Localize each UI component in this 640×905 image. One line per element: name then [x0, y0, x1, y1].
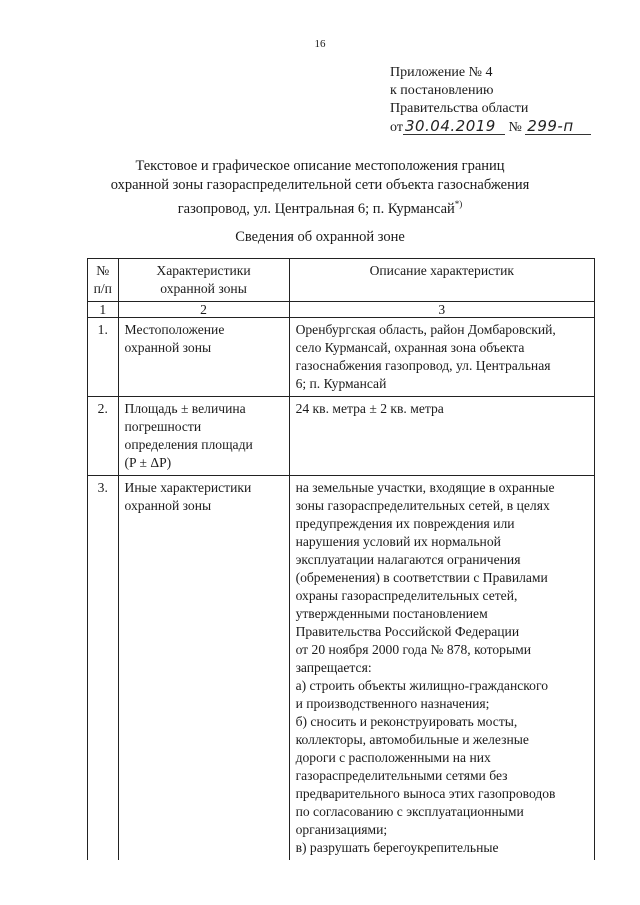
row-description: [289, 318, 594, 397]
header-number-line: №: [96, 263, 110, 278]
text-line: на земельные участки, входящие в охранные: [295, 480, 555, 495]
text-line: 24 кв. метра ± 2 кв. метра: [295, 401, 444, 416]
page-number: 16: [314, 38, 326, 50]
document-title-line-3: [0, 195, 640, 219]
text-line: погрешности: [124, 419, 202, 434]
text-line: Оренбургская область, район Домбаровский,: [295, 322, 556, 337]
number-sign: №: [508, 120, 522, 135]
appendix-date-line: [390, 118, 591, 137]
text-line: предупреждения их повреждения или: [295, 516, 515, 531]
text-line: 6; п. Курмансай: [295, 376, 387, 391]
text-line: эксплуатации налагаются ограничения: [295, 552, 521, 567]
text-line: от 20 ноября 2000 года № 878, которыми: [295, 642, 531, 657]
row-number: 2.: [88, 397, 119, 476]
text-line: село Курмансай, охранная зона объекта: [295, 340, 525, 355]
appendix-resolution-line: к постановлению: [390, 83, 494, 98]
text-line: охранной зоны: [124, 340, 212, 355]
header-description: Описание характеристик: [289, 259, 594, 302]
table-row: [88, 318, 595, 397]
appendix-government-line: Правительства области: [390, 101, 529, 116]
table-row: [88, 397, 595, 476]
index-cell: 3: [289, 302, 594, 318]
table-row: [88, 476, 595, 861]
text-line: газоснабжения газопровод, ул. Центральная: [295, 358, 551, 373]
row-characteristic: [118, 397, 289, 476]
text-line: зоны газораспределительных сетей, в целях: [295, 498, 550, 513]
row-characteristic: [118, 318, 289, 397]
text-line: Местоположение: [124, 322, 225, 337]
protection-zone-table: [87, 258, 595, 860]
text-line: и производственного назначения;: [295, 696, 490, 711]
header-number: [88, 259, 119, 302]
text-line: по согласованию с эксплуатационными: [295, 804, 524, 819]
footnote-mark: *): [454, 199, 463, 209]
text-line: определения площади: [124, 437, 253, 452]
text-line: нарушения условий их нормальной: [295, 534, 501, 549]
text-line: охранной зоны: [124, 498, 212, 513]
row-description: [289, 476, 594, 861]
text-line: Правительства Российской Федерации: [295, 624, 520, 639]
document-title-line-2: охранной зоны газораспределительной сети объекта газоснабжения: [110, 177, 530, 193]
appendix-from-label: от: [390, 120, 403, 135]
row-number: 1.: [88, 318, 119, 397]
handwritten-date: 30.04.2019: [403, 118, 505, 135]
section-title: Сведения об охранной зоне: [235, 229, 405, 245]
document-title-line-3-text: газопровод, ул. Центральная 6; п. Курмансай: [177, 200, 455, 217]
text-line: охраны газораспределительных сетей,: [295, 588, 518, 603]
text-line: а) строить объекты жилищно-гражданского: [295, 678, 548, 693]
text-line: предварительного выноса этих газопроводов: [295, 786, 556, 801]
text-line: газораспределительными сетями без: [295, 768, 508, 783]
text-line: Площадь ± величина: [124, 401, 246, 416]
text-line: утвержденными постановлением: [295, 606, 488, 621]
text-line: Иные характеристики: [124, 480, 252, 495]
text-line: в) разрушать берегоукрепительные: [295, 840, 499, 855]
index-cell: 2: [118, 302, 289, 318]
text-line: (P ± ΔP): [124, 455, 172, 470]
text-line: организациями;: [295, 822, 388, 837]
row-description: [289, 397, 594, 476]
text-line: коллекторы, автомобильные и железные: [295, 732, 529, 747]
document-title: [0, 157, 640, 219]
handwritten-number: 299-п: [525, 118, 591, 135]
text-line: б) сносить и реконструировать мосты,: [295, 714, 518, 729]
document-title-line-1: Текстовое и графическое описание местоположения границ: [135, 158, 505, 174]
text-line: дороги с расположенными на них: [295, 750, 491, 765]
header-number-line: п/п: [93, 281, 112, 296]
row-number: 3.: [88, 476, 119, 861]
text-line: запрещается:: [295, 660, 372, 675]
header-characteristics-line: Характеристики: [156, 263, 251, 278]
text-line: (обременения) в соответствии с Правилами: [295, 570, 548, 585]
table-header-row: [88, 259, 595, 302]
index-cell: 1: [88, 302, 119, 318]
row-characteristic: [118, 476, 289, 861]
appendix-block: [390, 64, 591, 137]
appendix-title: Приложение № 4: [390, 65, 493, 80]
header-characteristics-line: охранной зоны: [160, 281, 247, 296]
table-index-row: [88, 302, 595, 318]
header-characteristics: [118, 259, 289, 302]
